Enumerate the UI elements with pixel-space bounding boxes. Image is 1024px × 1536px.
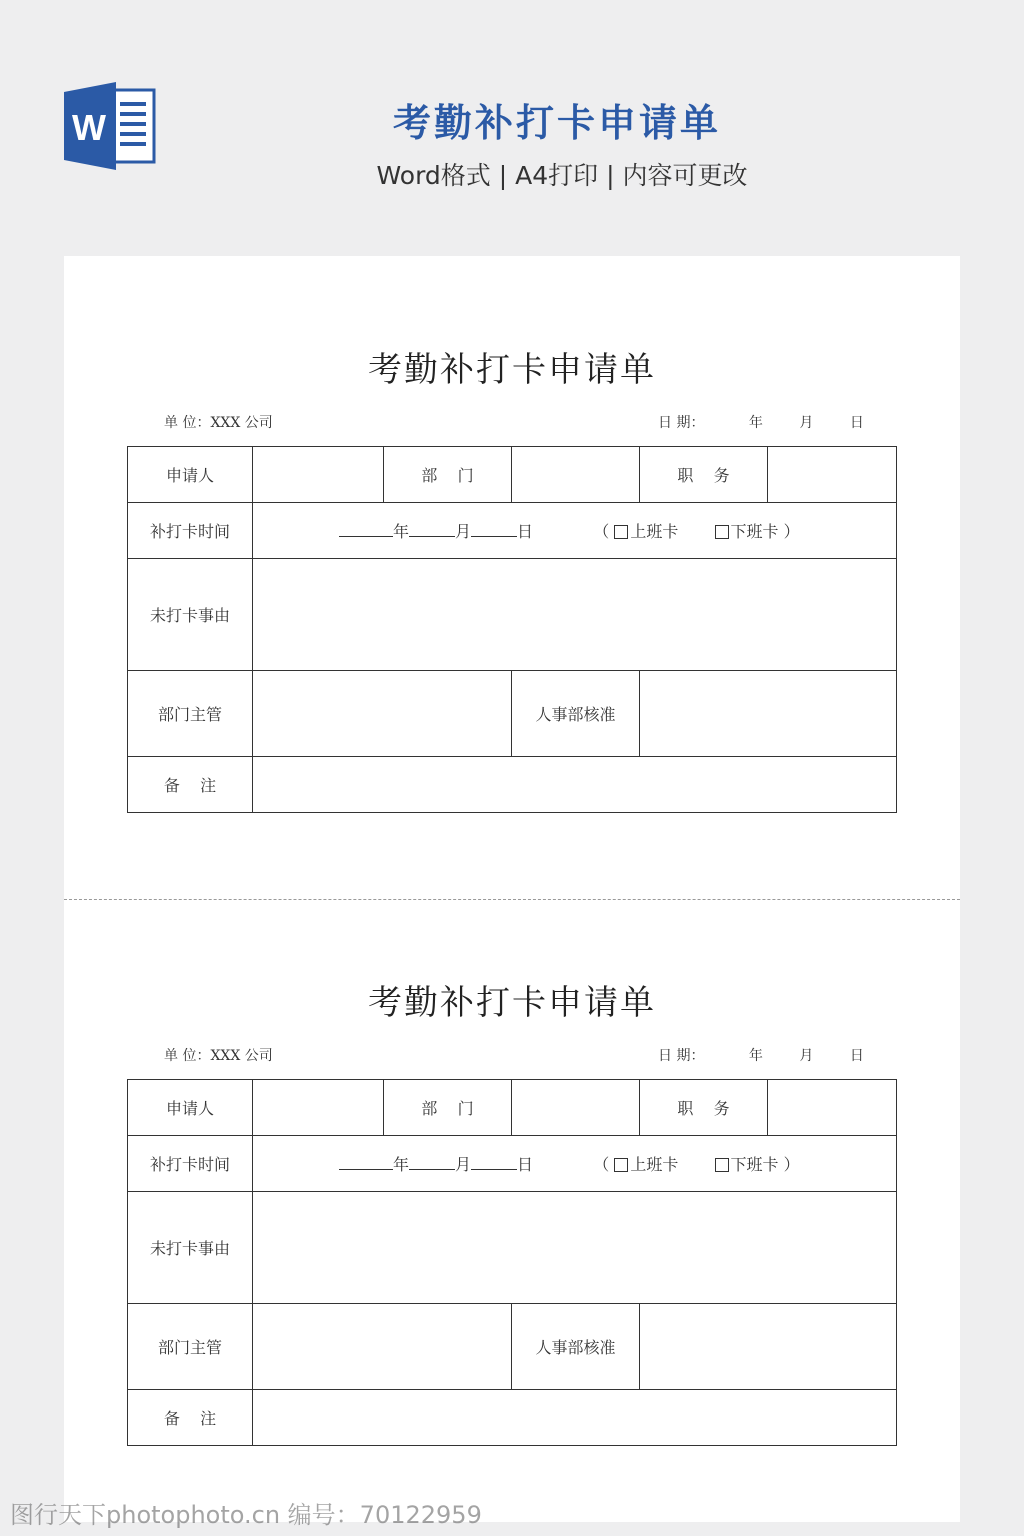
clock-day: 日 [517, 1155, 534, 1174]
svg-text:W: W [72, 107, 106, 148]
hr-approval-field[interactable] [640, 671, 897, 757]
date-month: 月 [799, 1048, 814, 1064]
department-label: 部 门 [384, 447, 512, 503]
reason-field[interactable] [253, 1192, 897, 1304]
department-label: 部 门 [384, 1080, 512, 1136]
year-blank[interactable] [339, 523, 393, 537]
date-day: 日 [849, 1048, 864, 1064]
form-1 [64, 256, 960, 795]
header-subtitle: Word格式 | A4打印 | 内容可更改 [376, 161, 748, 190]
hr-approval-field[interactable] [640, 1304, 897, 1390]
reason-field[interactable] [253, 559, 897, 671]
clock-day: 日 [517, 522, 534, 541]
supervisor-field[interactable] [253, 671, 512, 757]
date-line [658, 412, 864, 432]
position-label: 职 务 [640, 1080, 768, 1136]
position-field[interactable] [768, 1080, 897, 1136]
reason-label: 未打卡事由 [128, 1192, 253, 1304]
paren-open: （ [593, 1155, 610, 1174]
unit-label: 单 位： [164, 1048, 211, 1064]
hr-approval-label: 人事部核准 [512, 1304, 640, 1390]
remarks-label: 备 注 [128, 757, 253, 813]
clock-month: 月 [455, 1155, 472, 1174]
remarks-field[interactable] [253, 757, 897, 813]
supervisor-field[interactable] [253, 1304, 512, 1390]
header-title: 考勤补打卡申请单 [392, 101, 721, 145]
clock-out-checkbox[interactable] [715, 1158, 729, 1172]
day-blank[interactable] [471, 1156, 517, 1170]
date-month: 月 [799, 415, 814, 431]
clock-time-field [253, 503, 897, 559]
day-blank[interactable] [471, 523, 517, 537]
unit-value: XXX 公司 [210, 1048, 273, 1064]
clock-in-checkbox[interactable] [614, 1158, 628, 1172]
clock-time-label: 补打卡时间 [128, 503, 253, 559]
page-header [0, 0, 1024, 256]
form-table [127, 1079, 897, 1446]
applicant-field[interactable] [253, 447, 384, 503]
date-label: 日 期： [658, 1048, 705, 1064]
date-day: 日 [849, 415, 864, 431]
reason-label: 未打卡事由 [128, 559, 253, 671]
department-field[interactable] [512, 447, 640, 503]
form-title: 考勤补打卡申请单 [368, 983, 656, 1023]
unit-label: 单 位： [164, 415, 211, 431]
clock-in-label: 上班卡 [630, 1155, 679, 1174]
form-2 [64, 889, 960, 1428]
paren-close: ） [783, 1155, 800, 1174]
month-blank[interactable] [409, 1156, 455, 1170]
clock-time-label: 补打卡时间 [128, 1136, 253, 1192]
date-line [658, 1045, 864, 1065]
date-year: 年 [748, 1048, 763, 1064]
unit-line [164, 412, 273, 432]
unit-line [164, 1045, 273, 1065]
clock-month: 月 [455, 522, 472, 541]
form-table [127, 446, 897, 813]
department-field[interactable] [512, 1080, 640, 1136]
form-title: 考勤补打卡申请单 [368, 350, 656, 390]
remarks-field[interactable] [253, 1390, 897, 1446]
hr-approval-label: 人事部核准 [512, 671, 640, 757]
clock-out-label: 下班卡 [730, 522, 779, 541]
paren-close: ） [783, 522, 800, 541]
clock-in-checkbox[interactable] [614, 525, 628, 539]
date-label: 日 期： [658, 415, 705, 431]
applicant-field[interactable] [253, 1080, 384, 1136]
paren-open: （ [593, 522, 610, 541]
watermark: 图行天下photophoto.cn 编号：70122959 [10, 1501, 482, 1529]
remarks-label: 备 注 [128, 1390, 253, 1446]
position-label: 职 务 [640, 447, 768, 503]
clock-out-checkbox[interactable] [715, 525, 729, 539]
clock-year: 年 [393, 1155, 410, 1174]
clock-time-field [253, 1136, 897, 1192]
year-blank[interactable] [339, 1156, 393, 1170]
clock-year: 年 [393, 522, 410, 541]
supervisor-label: 部门主管 [128, 1304, 253, 1390]
unit-value: XXX 公司 [210, 415, 273, 431]
applicant-label: 申请人 [128, 447, 253, 503]
position-field[interactable] [768, 447, 897, 503]
supervisor-label: 部门主管 [128, 671, 253, 757]
clock-in-label: 上班卡 [630, 522, 679, 541]
document-page [64, 256, 960, 1522]
applicant-label: 申请人 [128, 1080, 253, 1136]
date-year: 年 [748, 415, 763, 431]
clock-out-label: 下班卡 [730, 1155, 779, 1174]
month-blank[interactable] [409, 523, 455, 537]
